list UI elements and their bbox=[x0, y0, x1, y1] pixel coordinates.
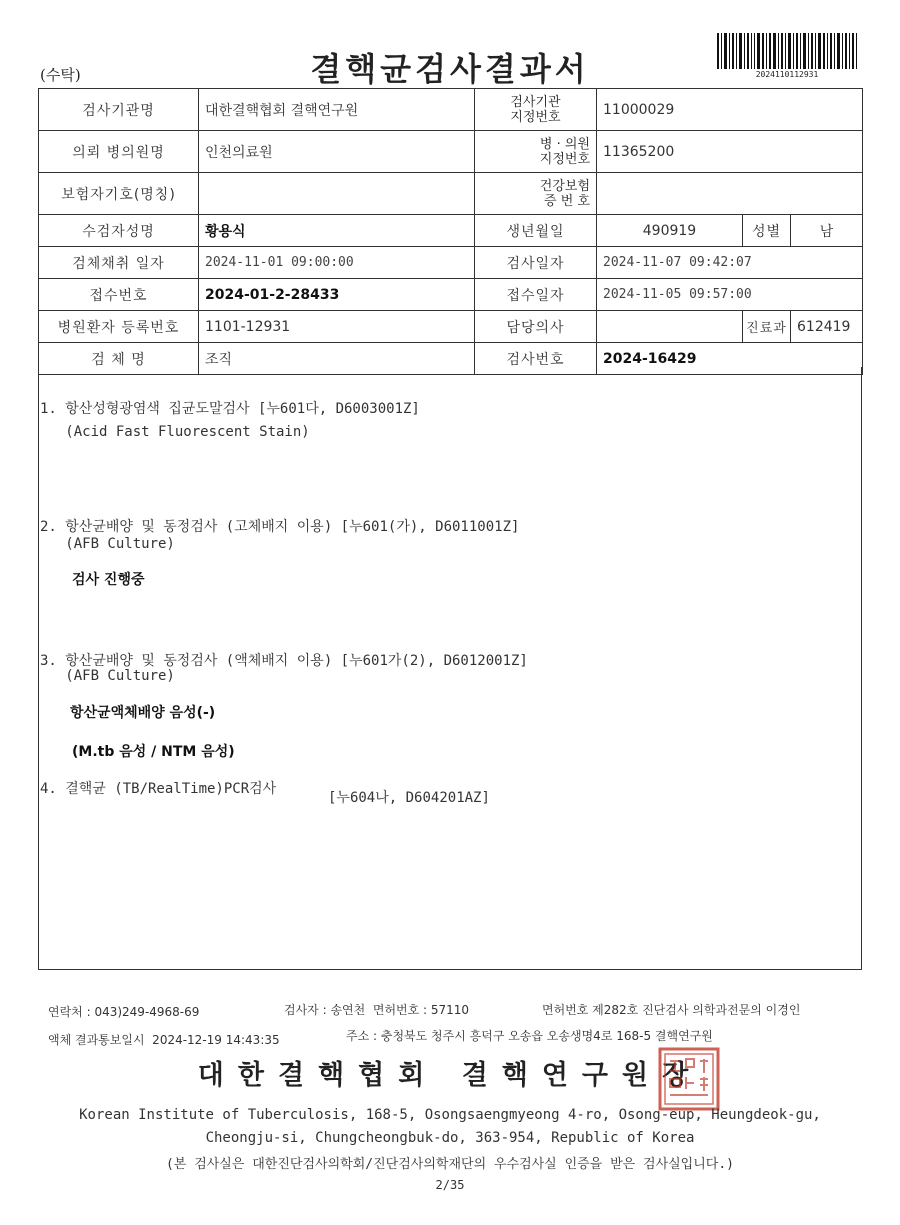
item1-subtitle: (Acid Fast Fluorescent Stain) bbox=[40, 424, 310, 440]
document-title: 결핵균검사결과서 bbox=[310, 50, 590, 88]
item3-result-detail: (M.tb 음성 / NTM 음성) bbox=[72, 744, 235, 760]
official-seal-icon bbox=[658, 1047, 720, 1111]
institution-label: 검사기관명 bbox=[39, 89, 199, 131]
test-no-label: 검사번호 bbox=[475, 343, 597, 375]
hospital-value: 인천의료원 bbox=[199, 131, 475, 173]
tester-info: 검사자 : 송연천 면허번호 : 57110 bbox=[284, 1003, 470, 1017]
item1-title: 1. 항산성형광염색 집균도말검사 [누601다, D6003001Z] bbox=[40, 401, 420, 417]
hosp-code-label: 병 · 의원 지정번호 bbox=[475, 131, 597, 173]
item4-code: [누604나, D604201AZ] bbox=[328, 790, 490, 806]
sex-value: 남 bbox=[791, 215, 863, 247]
patient-info-table bbox=[38, 88, 863, 375]
insured-value bbox=[199, 173, 475, 215]
specimen-label: 검 체 명 bbox=[39, 343, 199, 375]
receipt-date-value: 2024-11-05 09:57:00 bbox=[597, 279, 863, 311]
dept-value: 612419 bbox=[791, 311, 863, 343]
health-ins-label: 건강보험 증 번 호 bbox=[475, 173, 597, 215]
doctor-value bbox=[597, 311, 743, 343]
receipt-no-value: 2024-01-2-28433 bbox=[199, 279, 475, 311]
notice-date: 액체 결과통보일시 2024-12-19 14:43:35 bbox=[48, 1033, 280, 1047]
patient-name-value: 황용식 bbox=[199, 215, 475, 247]
birth-value: 490919 bbox=[597, 215, 743, 247]
receipt-no-label: 접수번호 bbox=[39, 279, 199, 311]
inst-code-label: 검사기관 지정번호 bbox=[475, 89, 597, 131]
specimen-value: 조직 bbox=[199, 343, 475, 375]
insured-label: 보험자기호(명칭) bbox=[39, 173, 199, 215]
collect-date-label: 검체채취 일자 bbox=[39, 247, 199, 279]
patient-name-label: 수검자성명 bbox=[39, 215, 199, 247]
sex-label: 성별 bbox=[743, 215, 791, 247]
hosp-code-value: 11365200 bbox=[597, 131, 863, 173]
test-date-value: 2024-11-07 09:42:07 bbox=[597, 247, 863, 279]
item3-subtitle: (AFB Culture) bbox=[40, 668, 175, 684]
birth-label: 생년월일 bbox=[475, 215, 597, 247]
item3-title: 3. 항산균배양 및 동정검사 (액체배지 이용) [누601가(2), D6012001Z] bbox=[40, 653, 528, 669]
barcode-number: 2024110112931 bbox=[755, 70, 819, 79]
certification-note: (본 검사실은 대한진단검사의학회/진단검사의학재단의 우수검사실 인증을 받은 검사실입니다.) bbox=[165, 1157, 735, 1172]
barcode-icon bbox=[717, 33, 857, 69]
collect-date-value: 2024-11-01 09:00:00 bbox=[199, 247, 475, 279]
address-korean: 주소 : 충청북도 청주시 흥덕구 오송읍 오송생명4로 168-5 결핵연구원 bbox=[346, 1029, 713, 1043]
hospital-label: 의뢰 병의원명 bbox=[39, 131, 199, 173]
contact-info: 연락처 : 043)249-4968-69 bbox=[48, 1005, 200, 1019]
item2-subtitle: (AFB Culture) bbox=[40, 536, 175, 552]
item4-title: 4. 결핵균 (TB/RealTime)PCR검사 bbox=[40, 781, 277, 797]
receipt-date-label: 접수일자 bbox=[475, 279, 597, 311]
institute-director-name: 대한결핵협회 결핵연구원장 bbox=[197, 1060, 703, 1091]
reg-no-label: 병원환자 등록번호 bbox=[39, 311, 199, 343]
inst-code-value: 11000029 bbox=[597, 89, 863, 131]
institution-value: 대한결핵협회 결핵연구원 bbox=[199, 89, 475, 131]
item2-result: 검사 진행중 bbox=[72, 572, 145, 588]
reg-no-value: 1101-12931 bbox=[199, 311, 475, 343]
item3-result-main: 항산균액체배양 음성(-) bbox=[70, 705, 216, 721]
address-english-line1: Korean Institute of Tuberculosis, 168-5, Osongsaengmyeong 4-ro, Osong-eup, Heungdeok-gu, bbox=[79, 1107, 821, 1123]
health-ins-value bbox=[597, 173, 863, 215]
item2-title: 2. 항산균배양 및 동정검사 (고체배지 이용) [누601(가), D6011001Z] bbox=[40, 519, 520, 535]
page-number: 2/35 bbox=[435, 1178, 465, 1192]
request-type-note: (수탁) bbox=[40, 66, 81, 84]
test-no-value: 2024-16429 bbox=[597, 343, 863, 375]
address-english-line2: Cheongju-si, Chungcheongbuk-do, 363-954, Republic of Korea bbox=[205, 1130, 695, 1146]
doctor-label: 담당의사 bbox=[475, 311, 597, 343]
license-info: 면허번호 제282호 진단검사 의학과전문의 이경인 bbox=[542, 1003, 801, 1017]
dept-label: 진료과 bbox=[743, 311, 791, 343]
test-date-label: 검사일자 bbox=[475, 247, 597, 279]
